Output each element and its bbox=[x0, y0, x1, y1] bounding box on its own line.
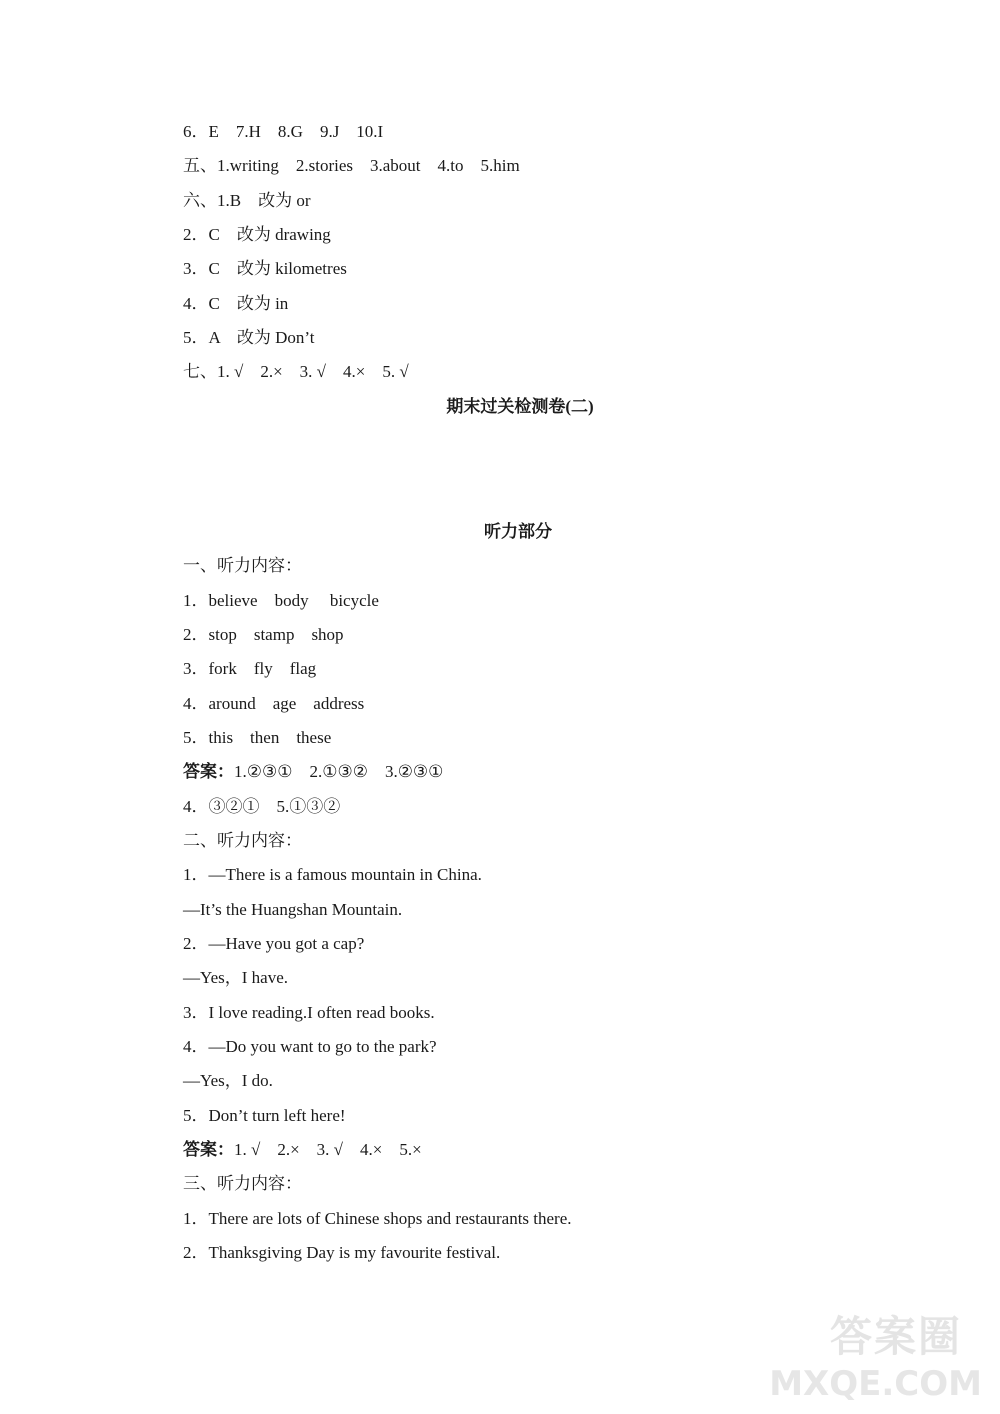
part1-answer-label: 答案： bbox=[183, 762, 234, 781]
part3-line-1: 1．There are lots of Chinese shops and restaurants there. bbox=[183, 1209, 572, 1228]
watermark-cn: 答案圈 bbox=[829, 1312, 962, 1361]
answer-line-section-6-5: 5．A 改为 Don’t bbox=[183, 328, 315, 347]
part2-line-1: 1．—There is a famous mountain in China. bbox=[183, 865, 482, 884]
part3-header: 三、听力内容： bbox=[183, 1174, 302, 1193]
watermark-logo bbox=[769, 1304, 982, 1404]
answer-line-section-6-1: 六、1.B 改为 or bbox=[183, 191, 311, 210]
answer-line-section-6-4: 4．C 改为 in bbox=[183, 294, 289, 313]
part2-line-5: 3．I love reading.I often read books. bbox=[183, 1003, 435, 1022]
part1-item-5: 5．this then these bbox=[183, 728, 332, 747]
part1-answer-values-1: 1.②③① 2.①③② 3.②③① bbox=[234, 762, 444, 781]
part3-line-2: 2．Thanksgiving Day is my favourite festival. bbox=[183, 1243, 501, 1262]
watermark-en: MXQE.COM bbox=[769, 1364, 982, 1404]
part2-line-7: —Yes，I do. bbox=[183, 1071, 273, 1090]
part2-line-3: 2．—Have you got a cap? bbox=[183, 934, 365, 953]
part1-item-4: 4．around age address bbox=[183, 694, 365, 713]
part2-line-4: —Yes，I have. bbox=[183, 968, 288, 987]
answer-line-section-6-2: 2．C 改为 drawing bbox=[183, 225, 331, 244]
part2-line-2: —It’s the Huangshan Mountain. bbox=[183, 900, 403, 919]
listening-section-title: 听力部分 bbox=[484, 522, 552, 541]
part1-item-3: 3．fork fly flag bbox=[183, 659, 317, 678]
part1-item-2: 2．stop stamp shop bbox=[183, 625, 344, 644]
answer-line-section-5: 五、1.writing 2.stories 3.about 4.to 5.him bbox=[183, 156, 520, 175]
part1-header: 一、听力内容： bbox=[183, 556, 302, 575]
answer-line-section-6-3: 3．C 改为 kilometres bbox=[183, 259, 347, 278]
answer-line-section-7: 七、1. √ 2.× 3. √ 4.× 5. √ bbox=[183, 362, 409, 381]
part2-answer-label: 答案： bbox=[183, 1140, 234, 1159]
part1-item-1: 1．believe body bicycle bbox=[183, 591, 379, 610]
exam-title: 期末过关检测卷(二) bbox=[446, 397, 594, 416]
part2-line-8: 5．Don’t turn left here! bbox=[183, 1106, 346, 1125]
part1-answer-line-1 bbox=[183, 761, 443, 783]
part1-answer-line-2: 4．③②① 5.①③② bbox=[183, 797, 341, 816]
part2-line-6: 4．—Do you want to go to the park? bbox=[183, 1037, 437, 1056]
part2-header: 二、听力内容： bbox=[183, 831, 302, 850]
part2-answer-values: 1. √ 2.× 3. √ 4.× 5.× bbox=[234, 1140, 422, 1159]
part2-answer-line bbox=[183, 1139, 422, 1161]
answer-line-6-10: 6．E 7.H 8.G 9.J 10.I bbox=[183, 122, 384, 141]
